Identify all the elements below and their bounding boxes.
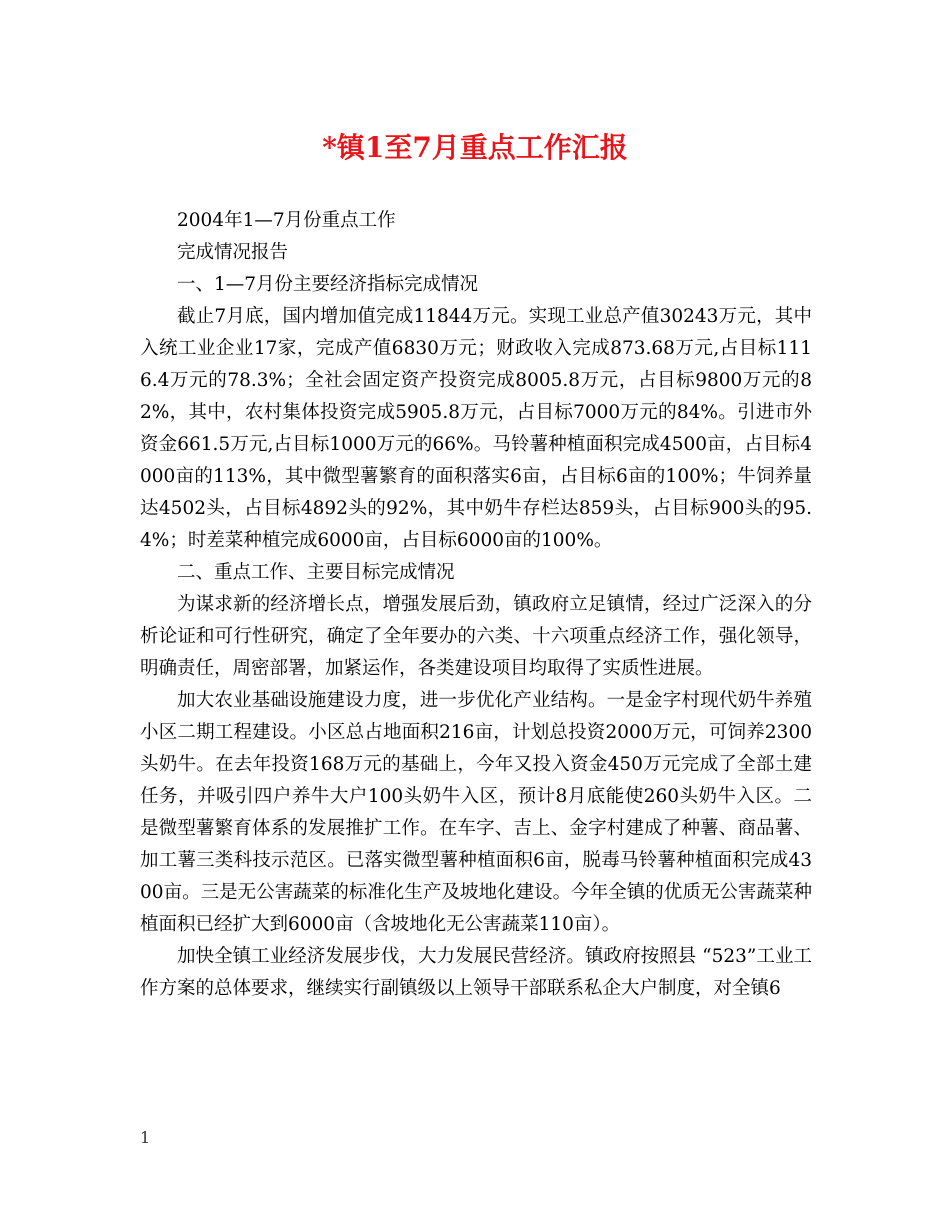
page-number: 1	[140, 1128, 151, 1147]
paragraph-industry: 加快全镇工业经济发展步伐，大力发展民营经济。镇政府按照县 “523”工业工作方案的总体要求，继续实行副镇级以上领导干部联系私企大户制度，对全镇6	[140, 946, 812, 999]
document-body	[140, 205, 812, 1005]
paragraph-report-year: 2004年1—7月份重点工作	[177, 210, 396, 231]
section-heading-indicators: 一、1—7月份主要经济指标完成情况	[177, 274, 479, 295]
paragraph-report-subtitle: 完成情况报告	[177, 242, 289, 263]
paragraph-indicators: 截止7月底，国内增加值完成11844万元。实现工业总产值30243万元，其中入统工业企业17家，完成产值6830万元；财政收入完成873.68万元,占目标1116.4万元的78.3%；全社会固定资产投资完成8005.8万元，占目标9800万元的82%，其中，农村集体投资完成5905.8万元，占目标7000万元的84%。引进市外资金661.5万元,占目标1000万元的66%。马铃薯种植面积完成4500亩，占目标4000亩的113%，其中微型薯繁育的面积落实6亩，占目标6亩的100%；牛饲养量达4502头，占目标4892头的92%，其中奶牛存栏达859头，占目标900头的95.4%；时差菜种植完成6000亩，占目标6000亩的100%。	[140, 306, 812, 551]
section-heading-key-work: 二、重点工作、主要目标完成情况	[177, 562, 455, 583]
paragraph-key-work-intro: 为谋求新的经济增长点，增强发展后劲，镇政府立足镇情，经过广泛深入的分析论证和可行性研究，确定了全年要办的六类、十六项重点经济工作，强化领导，明确责任，周密部署，加紧运作，各类建设项目均取得了实质性进展。	[140, 594, 812, 679]
document-title: *镇1至7月重点工作汇报	[322, 131, 628, 164]
paragraph-agriculture: 加大农业基础设施建设力度，进一步优化产业结构。一是金字村现代奶牛养殖小区二期工程建设。小区总占地面积216亩，计划总投资2000万元，可饲养2300头奶牛。在去年投资168万元的基础上，今年又投入资金450万元完成了全部土建任务，并吸引四户养牛大户100头奶牛入区，预计8月底能使260头奶牛入区。二是微型薯繁育体系的发展推扩工作。在车字、吉上、金字村建成了种薯、商品薯、加工薯三类科技示范区。已落实微型薯种植面积6亩，脱毒马铃薯种植面积完成4300亩。三是无公害蔬菜的标准化生产及坡地化建设。今年全镇的优质无公害蔬菜种植面积已经扩大到6000亩（含坡地化无公害蔬菜110亩）。	[140, 690, 812, 935]
